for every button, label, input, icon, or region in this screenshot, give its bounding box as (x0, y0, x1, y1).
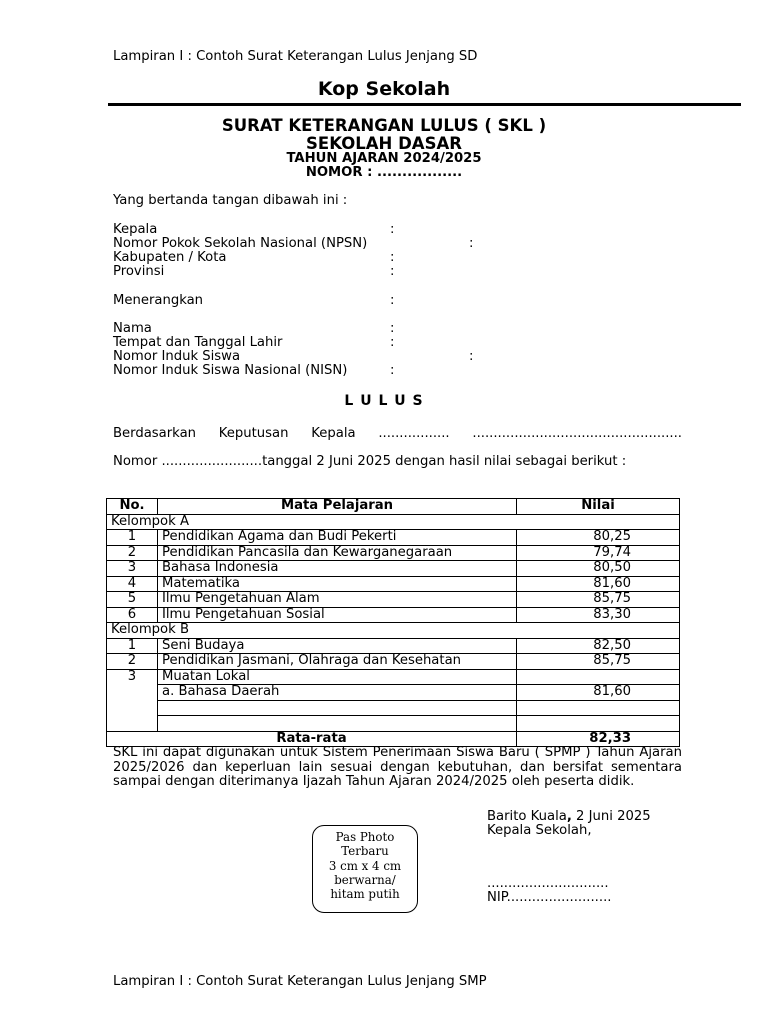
colon: : (469, 236, 474, 251)
row-value (517, 669, 680, 685)
row-value: 79,74 (517, 545, 680, 561)
sign-date: 2 Juni 2025 (571, 809, 651, 824)
photo-line: berwarna/ (334, 872, 396, 887)
row-no: 3 (107, 669, 158, 685)
field-kepala: Kepala (113, 222, 158, 237)
row-no: 2 (107, 545, 158, 561)
sign-role: Kepala Sekolah, (487, 823, 592, 838)
row-subject (158, 716, 517, 732)
table-row (107, 545, 680, 561)
sign-place: Barito Kuala (487, 809, 567, 824)
photo-line: 3 cm x 4 cm (328, 858, 402, 873)
lampiran-footer: Lampiran I : Contoh Surat Keterangan Lulus Jenjang SMP (113, 974, 487, 989)
doc-number: NOMOR : ................. (305, 165, 463, 180)
table-header-row (107, 499, 680, 515)
colon: : (390, 264, 395, 279)
table-row (107, 592, 680, 608)
group-label-b: Kelompok B (107, 623, 680, 639)
group-row (107, 514, 680, 530)
doc-title: SURAT KETERANGAN LULUS ( SKL ) (221, 116, 547, 135)
row-no (107, 700, 158, 716)
table-row (107, 561, 680, 577)
table-row (107, 576, 680, 592)
field-provinsi: Provinsi (113, 264, 165, 279)
row-value (517, 716, 680, 732)
paragraph-usage: SKL ini dapat digunakan untuk Sistem Penerimaan Siswa Baru ( SPMP ) Tahun Ajaran 2025/2026 dan keperluan lain sesuai dengan kebutuhan, dan bersifat sementara sampai dengan diterimanya Ijazah Tahun Ajaran 2024/2025 oleh peserta didik. (113, 745, 682, 789)
group-label-a: Kelompok A (107, 514, 680, 530)
row-no: 1 (107, 530, 158, 546)
sign-comma: , (566, 809, 572, 824)
field-kabupaten: Kabupaten / Kota (113, 250, 227, 265)
table-row (107, 530, 680, 546)
academic-year: TAHUN AJARAN 2024/2025 (286, 151, 482, 166)
table-row (107, 685, 680, 701)
row-value: 82,50 (517, 638, 680, 654)
paragraph-keputusan-1: Berdasarkan Keputusan Kepala ................. .................................................. (113, 426, 682, 441)
row-subject: Seni Budaya (158, 638, 517, 654)
kop-sekolah: Kop Sekolah (317, 78, 451, 100)
lulus-heading: L U L U S (344, 393, 424, 409)
row-subject: Ilmu Pengetahuan Sosial (158, 607, 517, 623)
average-label: Rata-rata (107, 731, 517, 747)
field-nis: Nomor Induk Siswa (113, 349, 241, 364)
row-subject: Ilmu Pengetahuan Alam (158, 592, 517, 608)
row-value: 85,75 (517, 592, 680, 608)
colon: : (390, 335, 395, 350)
photo-placeholder (312, 825, 418, 913)
row-value: 85,75 (517, 654, 680, 670)
table-row (107, 607, 680, 623)
row-no (107, 716, 158, 732)
field-ttl: Tempat dan Tanggal Lahir (113, 335, 283, 350)
colon: : (469, 349, 474, 364)
intro-text: Yang bertanda tangan dibawah ini : (113, 193, 348, 208)
field-nama: Nama (113, 321, 152, 336)
sign-name: ............................. (487, 876, 609, 891)
row-subject: Matematika (158, 576, 517, 592)
menerangkan-label: Menerangkan (113, 293, 204, 308)
doc-subtitle: SEKOLAH DASAR (306, 134, 462, 153)
header-subject: Mata Pelajaran (158, 499, 517, 515)
grades-table (106, 498, 680, 747)
row-no: 6 (107, 607, 158, 623)
lampiran-header: Lampiran I : Contoh Surat Keterangan Lulus Jenjang SD (113, 49, 478, 64)
row-subject: Pendidikan Agama dan Budi Pekerti (158, 530, 517, 546)
group-row (107, 623, 680, 639)
row-subject (158, 700, 517, 716)
field-npsn: Nomor Pokok Sekolah Nasional (NPSN) (113, 236, 368, 251)
colon: : (390, 293, 395, 308)
colon: : (390, 321, 395, 336)
sign-nip: NIP......................... (487, 890, 612, 905)
row-no: 1 (107, 638, 158, 654)
header-no: No. (107, 499, 158, 515)
row-no: 4 (107, 576, 158, 592)
table-row (107, 700, 680, 716)
row-subject: Pendidikan Jasmani, Olahraga dan Kesehatan (158, 654, 517, 670)
row-subject: Bahasa Indonesia (158, 561, 517, 577)
paragraph-keputusan-2: Nomor ........................tanggal 2 Juni 2025 dengan hasil nilai sebagai berikut : (113, 454, 627, 469)
field-nisn: Nomor Induk Siswa Nasional (NISN) (113, 363, 348, 378)
row-no: 5 (107, 592, 158, 608)
row-subject: Pendidikan Pancasila dan Kewarganegaraan (158, 545, 517, 561)
table-row (107, 638, 680, 654)
row-no: 3 (107, 561, 158, 577)
row-value: 83,30 (517, 607, 680, 623)
colon: : (390, 250, 395, 265)
row-subject: a. Bahasa Daerah (158, 685, 517, 701)
row-value: 80,25 (517, 530, 680, 546)
row-value: 81,60 (517, 685, 680, 701)
photo-line: Terbaru (341, 844, 389, 859)
row-value: 80,50 (517, 561, 680, 577)
photo-line: hitam putih (330, 887, 400, 902)
table-row (107, 716, 680, 732)
row-value: 81,60 (517, 576, 680, 592)
colon: : (390, 363, 395, 378)
row-value (517, 700, 680, 716)
row-no (107, 685, 158, 701)
header-value: Nilai (517, 499, 680, 515)
average-value: 82,33 (517, 731, 680, 747)
colon: : (390, 222, 395, 237)
table-row (107, 654, 680, 670)
photo-line: Pas Photo (335, 830, 395, 844)
header-divider (108, 103, 741, 106)
table-row (107, 669, 680, 685)
row-no: 2 (107, 654, 158, 670)
row-subject: Muatan Lokal (158, 669, 517, 685)
